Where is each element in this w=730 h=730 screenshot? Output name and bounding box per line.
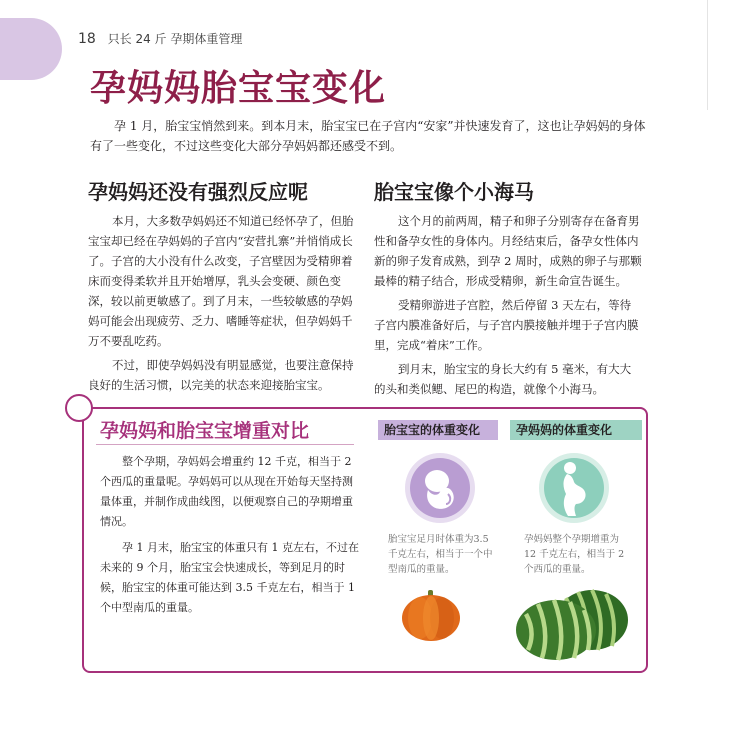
right-heading: 胎宝宝像个小海马 <box>374 180 534 204</box>
mom-weight-label: 孕妈妈的体重变化 <box>510 420 642 440</box>
comparison-heading: 孕妈妈和胎宝宝增重对比 <box>100 420 310 442</box>
left-heading: 孕妈妈还没有强烈反应呢 <box>88 180 308 204</box>
pregnant-woman-icon <box>538 452 610 524</box>
pumpkin-image <box>400 588 462 642</box>
right-paragraph: 这个月的前两周，精子和卵子分别寄存在备育男性和备孕女性的身体内。月经结束后，备孕女性体内新的卵子发育成熟，到孕 2 周时，成熟的卵子与那颗最棒的精子结合，形成受精卵，新生命宣告诞生。 <box>374 214 642 288</box>
book-title: 只长 24 斤 孕期体重管理 <box>107 32 243 46</box>
mom-caption: 孕妈妈整个孕期增重为 12 千克左右，相当于 2 个西瓜的重量。 <box>524 534 625 575</box>
watermelons-image <box>512 586 630 662</box>
page-edge-rule <box>707 0 708 110</box>
comparison-paragraph: 整个孕期，孕妈妈会增重约 12 千克，相当于 2 个西瓜的重量呢。孕妈妈可以从现在开始每天坚持测量体重，并制作成曲线图，以便观察自己的孕期增重情况。 <box>100 455 353 528</box>
right-paragraph: 受精卵游进子宫腔，然后停留 3 天左右，等待子宫内膜准备好后，与子宫内膜接触并埋于子宫内膜里，完成“着床”工作。 <box>374 298 639 352</box>
intro-paragraph: 孕 1 月，胎宝宝悄然到来。到本月末，胎宝宝已在子宫内“安家”并快速发育了，这也让孕妈妈的身体有了一些变化，不过这些变化大部分孕妈妈都还感受不到。 <box>90 119 646 153</box>
heading-underline <box>96 444 354 445</box>
running-header <box>78 30 242 47</box>
comparison-paragraph: 孕 1 月末，胎宝宝的体重只有 1 克左右，不过在未来的 9 个月，胎宝宝会快速成长，等到足月的时候，胎宝宝的体重可能达到 3.5 千克左右，相当于 1 个中型南瓜的重量。 <box>100 541 359 614</box>
page-number: 18 <box>78 31 96 47</box>
left-paragraph: 不过，即使孕妈妈没有明显感觉，也要注意保持良好的生活习惯，以完美的状态来迎接胎宝宝。 <box>88 358 354 392</box>
left-paragraph: 本月，大多数孕妈妈还不知道已经怀孕了，但胎宝宝却已经在孕妈妈的子宫内“安营扎寨”并悄悄成长了。子宫的大小没有什么改变，子宫壁因为受精卵着床而变得柔软并且开始增厚，乳头会变硬、颜色变深，较以前更敏感了。到了月末，一些较敏感的孕妈妈可能会出现疲劳、乏力、嗜睡等症状，但孕妈妈千万不要乱吃药。 <box>88 214 354 348</box>
baby-weight-label: 胎宝宝的体重变化 <box>378 420 498 440</box>
right-paragraph: 到月末，胎宝宝的身长大约有 5 毫米，有大大的头和类似鳃、尾巴的构造，就像个小海马。 <box>374 362 632 396</box>
baby-caption: 胎宝宝足月时体重为3.5 千克左右，相当于一个中型南瓜的重量。 <box>388 534 493 575</box>
comparison-text <box>100 452 362 624</box>
box-corner-marker <box>65 394 93 422</box>
page-tab-decoration <box>0 18 62 80</box>
page-title: 孕妈妈胎宝宝变化 <box>90 67 387 109</box>
right-column <box>374 176 642 399</box>
left-column <box>88 176 362 395</box>
fetus-icon <box>404 452 476 524</box>
